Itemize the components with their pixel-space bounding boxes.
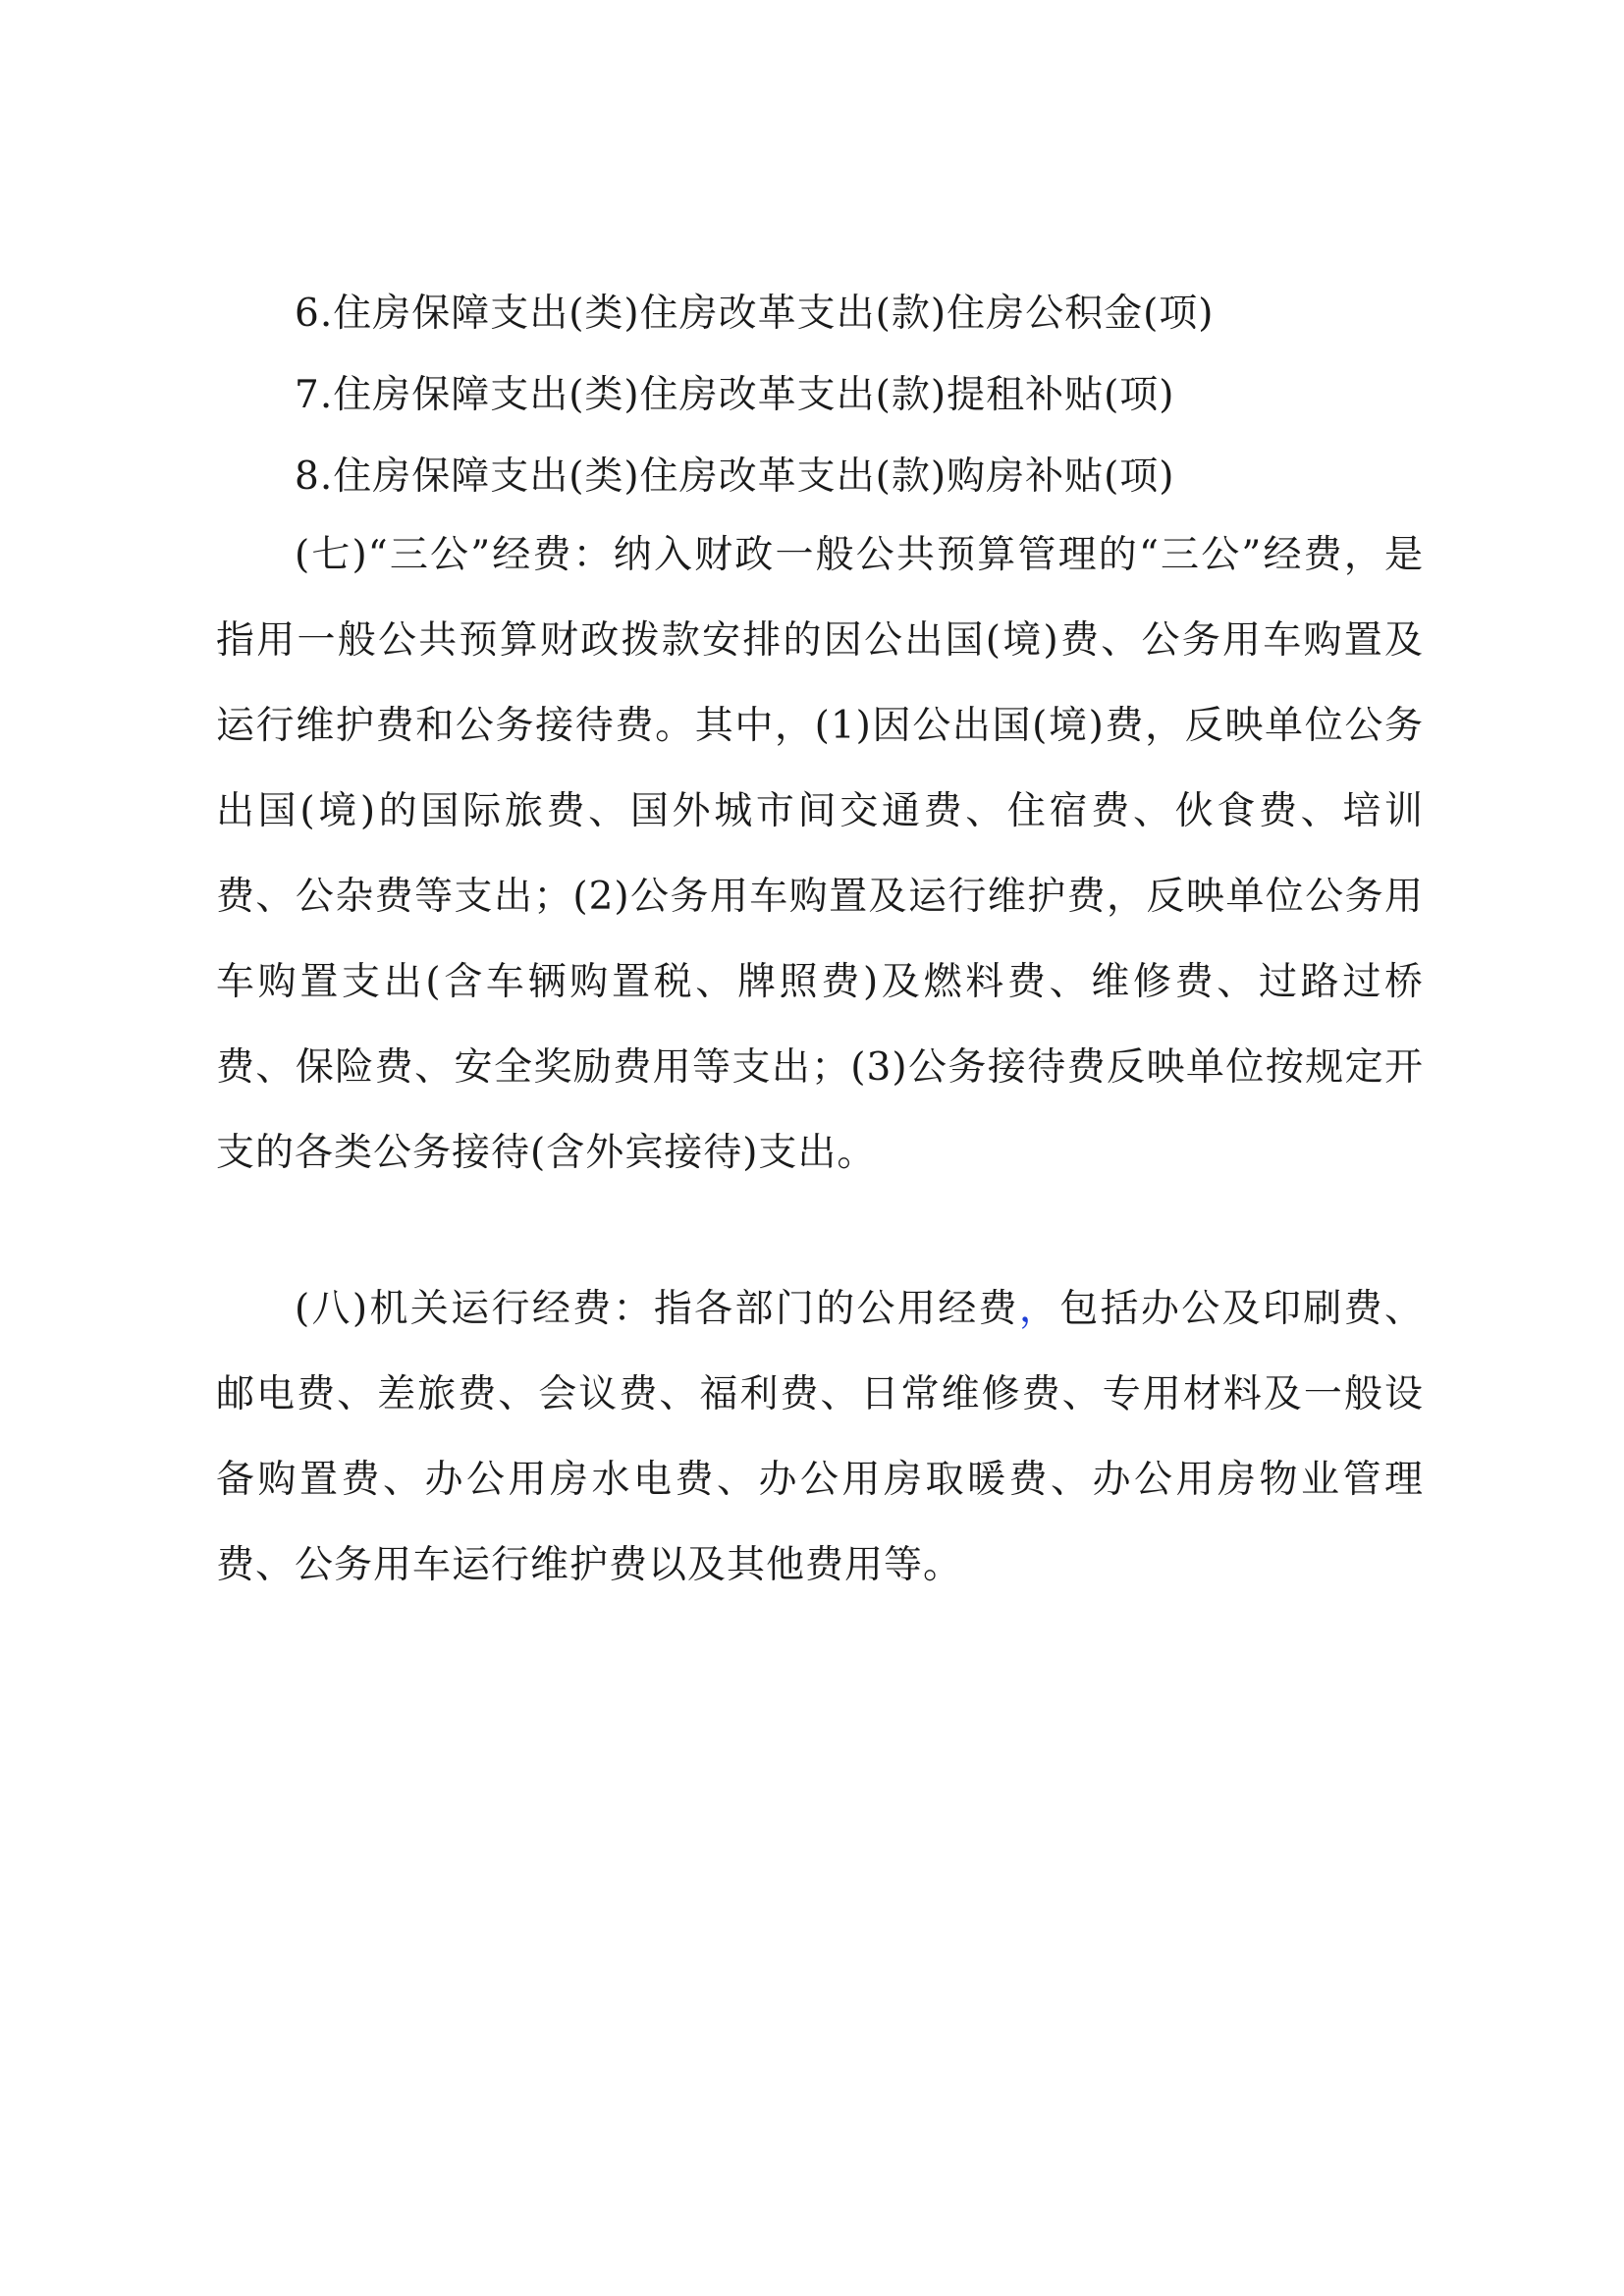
section-three-public-expenses: (七)“三公”经费：纳入财政一般公共预算管理的“三公”经费，是指用一般公共预算财政拨款安排的因公出国(境)费、公务用车购置及运行维护费和公务接待费。其中，(1)因公出国(境)费，反映单位公务出国(境)的国际旅费、国外城市间交通费、住宿费、伙食费、培训费、公杂费等支出；(2)公务用车购置及运行维护费，反映单位公务用车购置支出(含车辆购置税、牌照费)及燃料费、维修费、过路过桥费、保险费、安全奖励费用等支出；(3)公务接待费反映单位按规定开支的各类公务接待(含外宾接待)支出。: [216, 533, 1424, 1175]
highlighted-comma: ，: [1018, 1287, 1060, 1331]
section-eight-body: 包括办公及印刷费、邮电费、差旅费、会议费、福利费、日常维修费、专用材料及一般设备购置费、办公用房水电费、办公用房取暖费、办公用房物业管理费、公务用车运行维护费以及其他费用等。: [216, 1287, 1424, 1587]
list-item-purchase-subsidy: 8.住房保障支出(类)住房改革支出(款)购房补贴(项): [295, 454, 1175, 499]
section-eight-intro: (八)机关运行经费：指各部门的公用经费: [295, 1287, 1019, 1331]
list-item-housing-fund: 6.住房保障支出(类)住房改革支出(款)住房公积金(项): [295, 292, 1215, 336]
list-item-rent-subsidy: 7.住房保障支出(类)住房改革支出(款)提租补贴(项): [295, 373, 1175, 417]
section-agency-operating-expenses: [216, 1266, 1424, 1608]
